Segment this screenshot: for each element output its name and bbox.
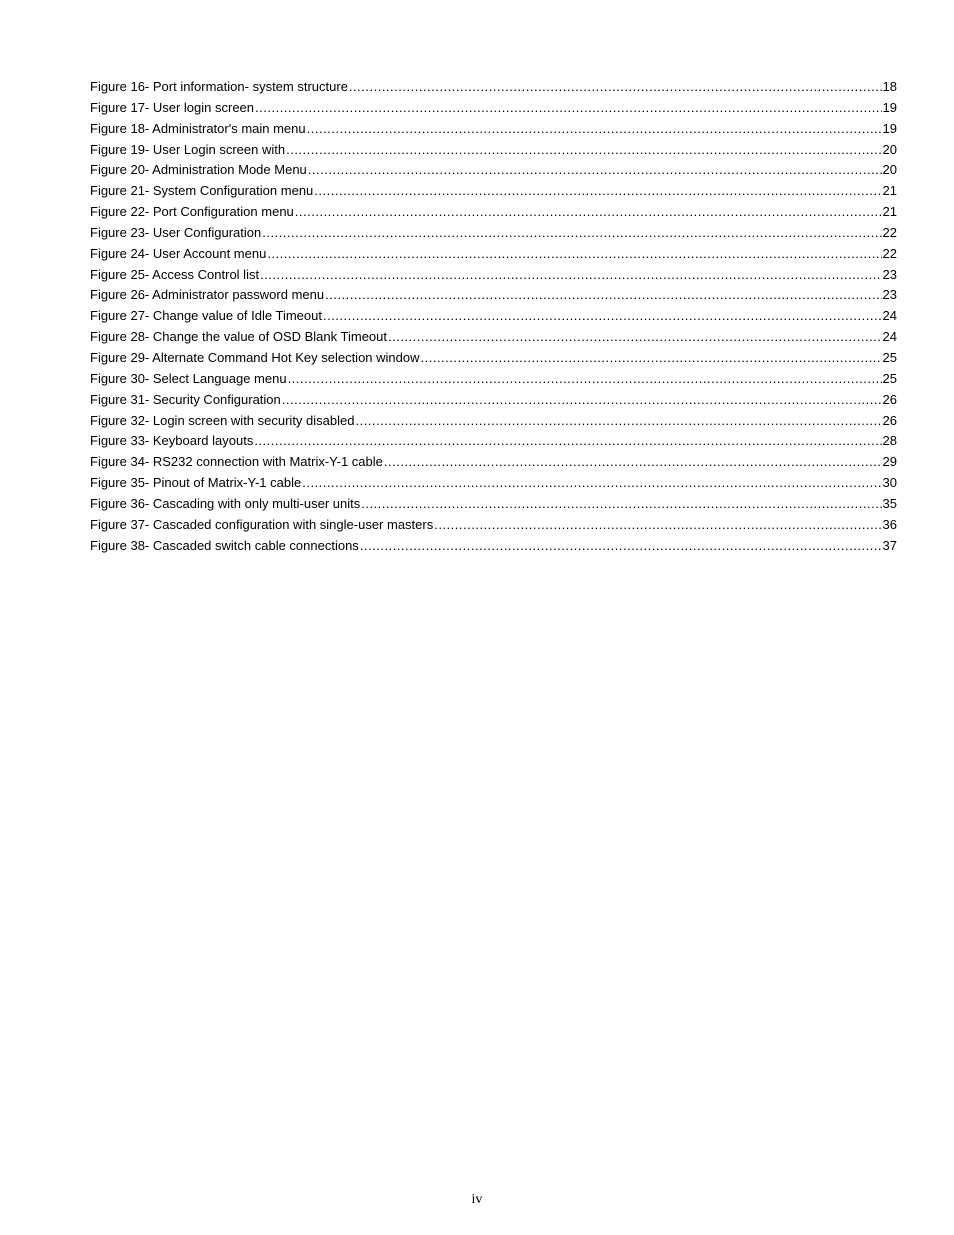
toc-entry-page: 37 [882, 537, 897, 553]
toc-entry[interactable] [90, 119, 897, 140]
toc-dot-leader [267, 244, 881, 265]
toc-entry-label: Figure 35- Pinout of Matrix-Y-1 cable [90, 475, 302, 491]
toc-entry[interactable] [90, 411, 897, 432]
toc-dot-leader [314, 181, 881, 202]
toc-entry[interactable] [90, 327, 897, 348]
toc-entry-page: 18 [882, 79, 897, 94]
toc-entry[interactable] [90, 140, 897, 161]
toc-dot-leader [254, 431, 881, 452]
toc-entry-page: 22 [882, 224, 897, 240]
toc-entry-label: Figure 31- Security Configuration [90, 391, 281, 407]
toc-entry-page: 26 [882, 391, 897, 407]
toc-dot-leader [262, 223, 881, 244]
toc-dot-leader [307, 119, 882, 140]
toc-entry-label: Figure 23- User Configuration [90, 224, 262, 240]
toc-entry-page: 22 [882, 245, 897, 261]
toc-entry-label: Figure 17- User login screen [90, 99, 255, 115]
toc-entry-page: 21 [882, 204, 897, 220]
toc-entry-page: 19 [882, 99, 897, 115]
toc-entry[interactable] [90, 348, 897, 369]
toc-entry[interactable] [90, 98, 897, 119]
toc-dot-leader [349, 77, 882, 98]
toc-dot-leader [308, 160, 882, 181]
toc-entry-label: Figure 27- Change value of Idle Timeout [90, 308, 322, 324]
toc-entry-label: Figure 20- Administration Mode Menu [90, 162, 307, 178]
toc-dot-leader [295, 202, 882, 223]
toc-entry-page: 25 [882, 349, 897, 365]
toc-entry-label: Figure 24- User Account menu [90, 245, 267, 261]
toc-entry-label: Figure 38- Cascaded switch cable connections [90, 537, 359, 553]
toc-entry-page: 26 [882, 412, 897, 428]
toc-dot-leader [325, 285, 881, 306]
toc-entry-label: Figure 25- Access Control list [90, 266, 260, 282]
toc-entry[interactable] [90, 265, 897, 286]
toc-dot-leader [282, 390, 882, 411]
toc-entry[interactable] [90, 181, 897, 202]
table-of-figures [90, 77, 897, 556]
toc-dot-leader [421, 348, 882, 369]
toc-entry-label: Figure 30- Select Language menu [90, 370, 287, 386]
toc-entry-label: Figure 16- Port information- system structure [90, 79, 348, 94]
toc-entry-label: Figure 22- Port Configuration menu [90, 204, 294, 220]
toc-entry[interactable] [90, 390, 897, 411]
toc-entry-label: Figure 34- RS232 connection with Matrix-Y-1 cable [90, 454, 383, 470]
toc-dot-leader [384, 452, 882, 473]
page-number: iv [471, 1192, 483, 1207]
toc-dot-leader [355, 411, 881, 432]
toc-entry-label: Figure 21- System Configuration menu [90, 183, 314, 199]
toc-dot-leader [361, 494, 881, 515]
toc-entry[interactable] [90, 431, 897, 452]
toc-entry-page: 30 [882, 475, 897, 491]
toc-entry-page: 24 [882, 329, 897, 345]
toc-entry[interactable] [90, 285, 897, 306]
toc-dot-leader [260, 265, 881, 286]
toc-entry[interactable] [90, 202, 897, 223]
toc-entry[interactable] [90, 515, 897, 536]
toc-dot-leader [434, 515, 881, 536]
toc-entry-page: 24 [882, 308, 897, 324]
toc-entry-page: 25 [882, 370, 897, 386]
toc-entry-page: 28 [882, 433, 897, 449]
toc-entry-page: 23 [882, 287, 897, 303]
toc-entry[interactable] [90, 473, 897, 494]
toc-entry-label: Figure 33- Keyboard layouts [90, 433, 254, 449]
toc-dot-leader [302, 473, 881, 494]
toc-entry[interactable] [90, 306, 897, 327]
toc-entry[interactable] [90, 244, 897, 265]
toc-entry-page: 21 [882, 183, 897, 199]
toc-entry-page: 23 [882, 266, 897, 282]
toc-entry-page: 20 [882, 141, 897, 157]
toc-entry-label: Figure 32- Login screen with security disabled [90, 412, 355, 428]
toc-dot-leader [286, 140, 881, 161]
toc-entry-page: 20 [882, 162, 897, 178]
toc-entry-page: 35 [882, 495, 897, 511]
toc-entry[interactable] [90, 369, 897, 390]
toc-entry[interactable] [90, 223, 897, 244]
toc-entry[interactable] [90, 536, 897, 557]
toc-entry-label: Figure 19- User Login screen with [90, 141, 286, 157]
toc-entry[interactable] [90, 77, 897, 98]
toc-entry[interactable] [90, 494, 897, 515]
toc-entry-label: Figure 18- Administrator's main menu [90, 120, 306, 136]
toc-dot-leader [388, 327, 882, 348]
toc-dot-leader [360, 536, 882, 557]
toc-dot-leader [255, 98, 882, 119]
toc-entry-label: Figure 36- Cascading with only multi-user units [90, 495, 361, 511]
toc-entry[interactable] [90, 160, 897, 181]
toc-entry-label: Figure 26- Administrator password menu [90, 287, 325, 303]
toc-entry-page: 19 [882, 120, 897, 136]
toc-entry-label: Figure 28- Change the value of OSD Blank Timeout [90, 329, 387, 345]
toc-entry-page: 36 [882, 516, 897, 532]
toc-entry-page: 29 [882, 454, 897, 470]
toc-dot-leader [323, 306, 882, 327]
toc-dot-leader [288, 369, 882, 390]
toc-entry-label: Figure 29- Alternate Command Hot Key selection window [90, 349, 420, 365]
toc-entry-label: Figure 37- Cascaded configuration with single-user masters [90, 516, 434, 532]
toc-entry[interactable] [90, 452, 897, 473]
